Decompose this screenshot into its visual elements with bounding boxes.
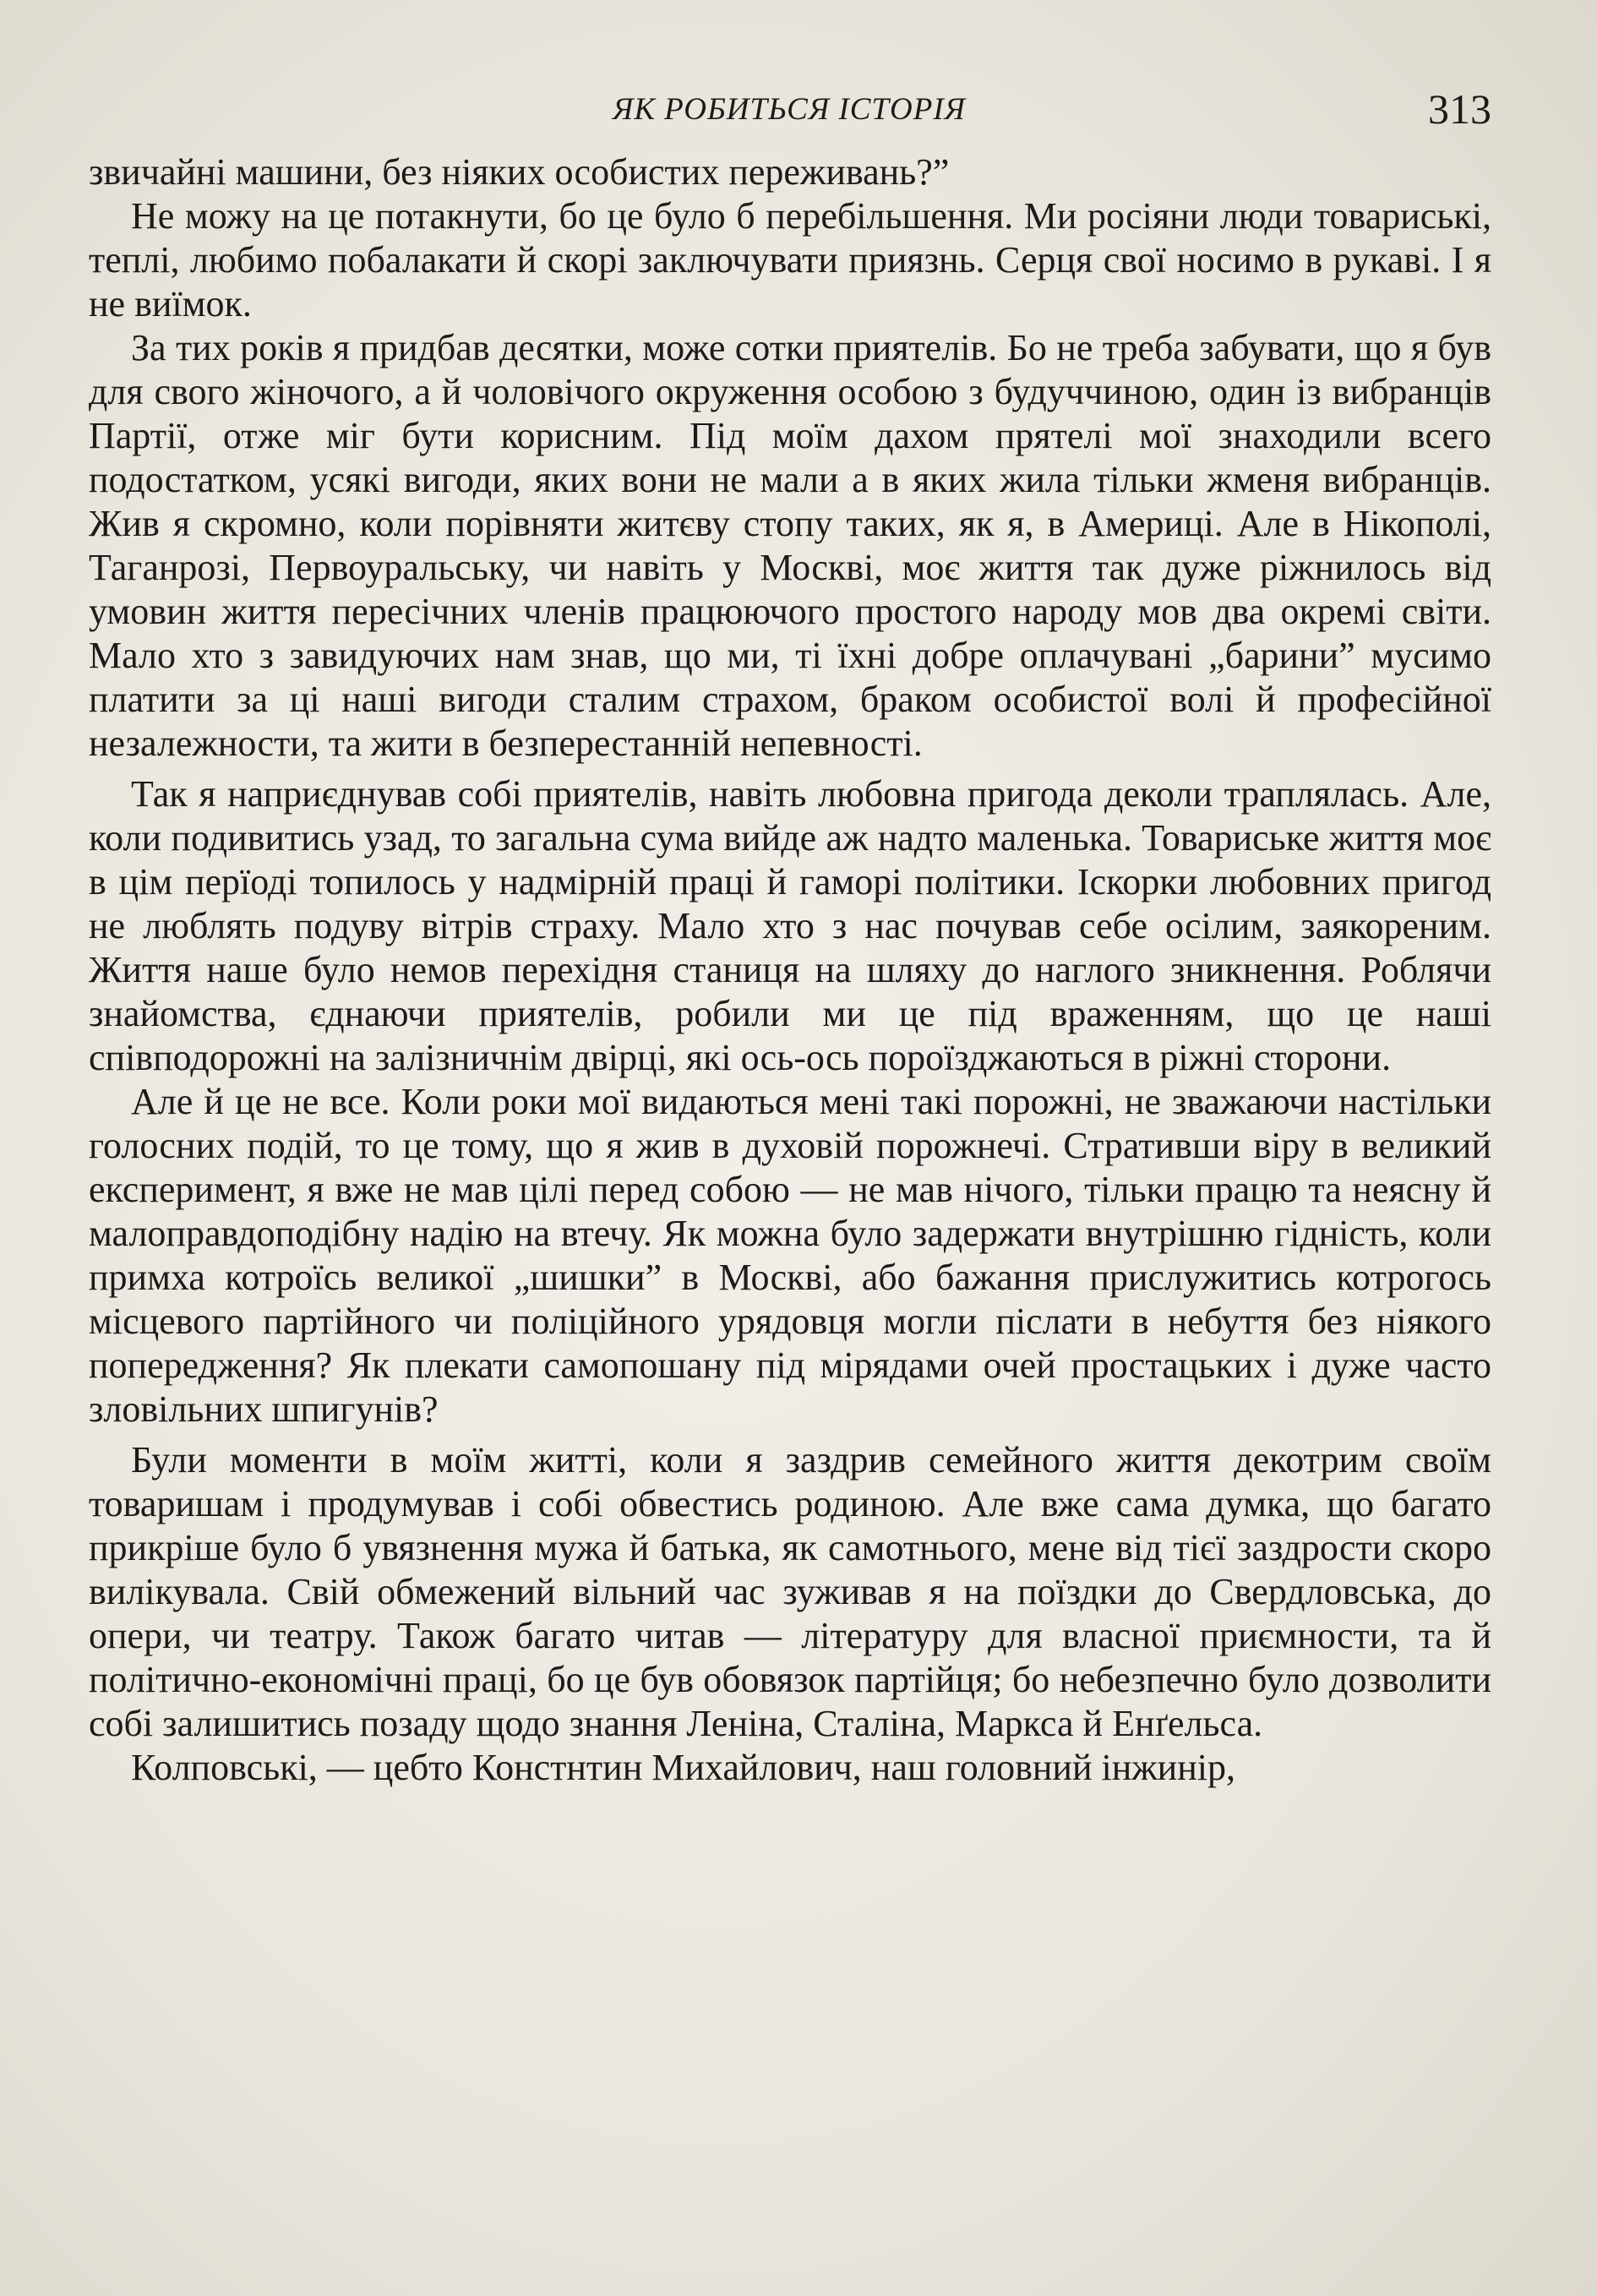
paragraph: Але й це не все. Коли роки мої видаються мені такі порожні, не зважаючи настільки голосних подій, то це тому, що я жив в духовій порожнечі. Стративши віру в великий експеримент, я вже не мав цілі перед собою — не мав нічого, тільки працю та неясну й малоправдоподібну надію на втечу. Як можна було задержати внутрішню гідність, коли примха котроїсь великої „шишки” в Москві, або бажання прислужитись котрогось місцевого партійного чи поліційного урядовця могли післати в небуття без ніякого попередження? Як плекати самопошану під мірядами очей простацьких і дуже часто зловільних шпигунів? — [89, 1081, 1491, 1430]
page-number: 313 — [1428, 85, 1491, 133]
paragraph: Колповські, — цебто Констнтин Михайлович, наш головний інжинір, — [131, 1747, 1236, 1788]
body-text — [89, 150, 1491, 1790]
running-title: ЯК РОБИТЬСЯ ІСТОРІЯ — [613, 92, 966, 127]
paragraph: Так я наприєднував собі приятелів, навіть любовна пригода деколи траплялась. Але, коли подивитись узад, то загальна сума вийде аж надто маленька. Товариське життя моє в цім перїоді топилось у надмірній праці й гаморі політики. Іскорки любовних пригод не люблять подуву вітрів страху. Мало хто з нас почував себе осілим, заякореним. Життя наше було немов перехідня станиця на шляху до наглого зникнення. Роблячи знайомства, єднаючи приятелів, робили ми це під враженням, що це наші співподорожні на залізничнім двірці, які ось-ось пороїзджаються в ріжні сторони. — [89, 773, 1491, 1078]
paragraph: звичайні машини, без ніяких особистих переживань?” — [89, 151, 950, 193]
page-header — [89, 85, 1491, 144]
paragraph: Були моменти в моїм житті, коли я заздрив семейного життя декотрим своїм товаришам і продумував і собі обвестись родиною. Але вже сама думка, що багато прикріше було б увязнення мужа й батька, як самотнього, мене від тієї заздрости скоро вилікувала. Свій обмежений вільний час зуживав я на поїздки до Свердловська, до опери, чи театру. Також багато читав — літературу для власної приємности, та й політично-економічні праці, бо це був обовязок партійця; бо небезпечно було дозволити собі залишитись позаду щодо знання Леніна, Сталіна, Маркса й Енґельса. — [89, 1439, 1491, 1744]
paragraph: За тих років я придбав десятки, може сотки приятелів. Бо не треба забувати, що я був для свого жіночого, а й чоловічого окруження особою з будуччиною, один із вибранців Партії, отже міг бути корисним. Під моїм дахом прятелі мої знаходили всего подостатком, усякі вигоди, яких вони не мали а в яких жила тільки жменя вибранців. Жив я скромно, коли порівняти житєву стопу таких, як я, в Америці. Але в Нікополі, Таганрозі, Первоуральську, чи навіть у Москві, моє життя так дуже ріжнилось від умовин життя пересічних членів працюючого простого народу мов два окремі світи. Мало хто з завидуючих нам знав, що ми, ті їхні добре оплачувані „барини” мусимо платити за ці наші вигоди сталим страхом, браком особистої волі й професійної незалежности, та жити в безперестанній непевності. — [89, 327, 1491, 764]
paragraph: Не можу на це потакнути, бо це було б перебільшення. Ми росіяни люди товариські, теплі, любимо побалакати й скорі заключувати приязнь. Серця свої носимо в рукаві. І я не виїмок. — [89, 195, 1491, 324]
